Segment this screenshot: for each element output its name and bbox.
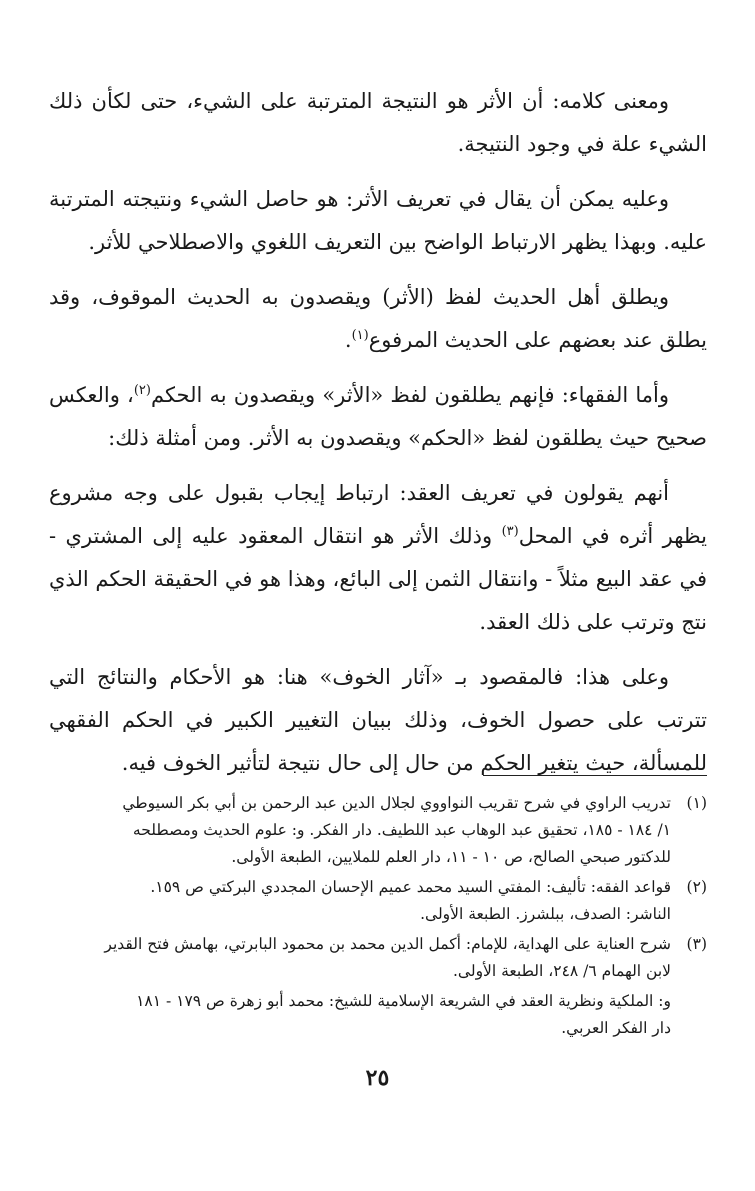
footnote-reference: (٢) [133, 383, 151, 398]
footnote-line: شرح العناية على الهداية، للإمام: أكمل الدين محمد بن محمود البابرتي، بهامش فتح القدير [104, 935, 671, 953]
paragraph-text: وعليه يمكن أن يقال في تعريف الأثر: هو حاصل الشيء ونتيجته المترتبة عليه. وبهذا يظهر الارتباط الواضح بين التعريف اللغوي والاصطلاحي للأثر. [49, 187, 707, 254]
footnote-body [49, 790, 671, 871]
footnote-number: (٣) [686, 935, 707, 953]
footnote-line: تدريب الراوي في شرح تقريب النواووي لجلال الدين عبد الرحمن بن أبي بكر السيوطي [122, 794, 671, 812]
footnote-body [49, 874, 671, 928]
footnote-reference: (١) [351, 328, 369, 343]
footnote-line: قواعد الفقه: تأليف: المفتي السيد محمد عميم الإحسان المجددي البركتي ص ١٥٩. [150, 878, 671, 896]
main-text [49, 80, 707, 785]
paragraph-text: ومعنى كلامه: أن الأثر هو النتيجة المترتبة على الشيء، حتى لكأن ذلك الشيء علة في وجود النتيجة. [49, 89, 707, 156]
paragraph-6 [49, 656, 707, 785]
paragraph-text: وعلى هذا: فالمقصود بـ «آثار الخوف» هنا: هو الأحكام والنتائج التي تترتب على حصول الخوف، وذلك ببيان التغيير الكبير في الحكم الفقهي للمسألة، حيث يتغير الحكم من حال إلى حال نتيجة لتأثير الخوف فيه. [49, 665, 707, 775]
paragraph-text: وذلك الأثر هو انتقال المعقود عليه إلى المشتري - في عقد البيع مثلاً - وانتقال الثمن إلى البائع، وهذا هو في الحقيقة الحكم الذي نتج وترتب على ذلك العقد. [49, 524, 707, 634]
footnote-body [49, 931, 671, 985]
footnote-3 [49, 931, 707, 985]
paragraph-text: أنهم يقولون في تعريف العقد: ارتباط إيجاب بقبول على وجه مشروع يظهر أثره في المحل [49, 481, 707, 548]
paragraph-text: ، والعكس صحيح حيث يطلقون لفظ «الحكم» ويقصدون به الأثر. ومن أمثلة ذلك: [49, 383, 707, 450]
footnote-number: (١) [686, 794, 707, 812]
footnote-reference: (٣) [501, 524, 519, 539]
paragraph-2 [49, 178, 707, 264]
page-number: ٢٥ [365, 1065, 390, 1091]
paragraph-5 [49, 472, 707, 644]
footnote-line: لابن الهمام ٦/ ٢٤٨، الطبعة الأولى. [453, 962, 671, 980]
footnote-3-continuation [49, 988, 707, 1042]
paragraph-3 [49, 276, 707, 362]
footnote-line: للدكتور صبحي الصالح، ص ١٠ - ١١، دار العلم للملايين، الطبعة الأولى. [231, 848, 671, 866]
footnote-line: ١/ ١٨٤ - ١٨٥، تحقيق عبد الوهاب عبد اللطيف. دار الفكر. و: علوم الحديث ومصطلحه [132, 821, 671, 839]
footnote-line: دار الفكر العربي. [561, 1019, 671, 1037]
footnote-1 [49, 790, 707, 871]
footnote-2 [49, 874, 707, 928]
paragraph-text: . [344, 328, 352, 352]
footnote-separator [483, 775, 707, 776]
footnotes [49, 790, 707, 1045]
paragraph-text: ويطلق أهل الحديث لفظ (الأثر) ويقصدون به الحديث الموقوف، وقد يطلق عند بعضهم على الحديث المرفوع [49, 285, 707, 352]
paragraph-1 [49, 80, 707, 166]
paragraph-text: وأما الفقهاء: فإنهم يطلقون لفظ «الأثر» ويقصدون به الحكم [150, 383, 670, 407]
paragraph-4 [49, 374, 707, 460]
footnote-line: الناشر: الصدف، ببلشرز. الطبعة الأولى. [420, 905, 671, 923]
footnote-number: (٢) [686, 878, 707, 896]
footnote-line: و: الملكية ونظرية العقد في الشريعة الإسلامية للشيخ: محمد أبو زهرة ص ١٧٩ - ١٨١ [136, 992, 671, 1010]
